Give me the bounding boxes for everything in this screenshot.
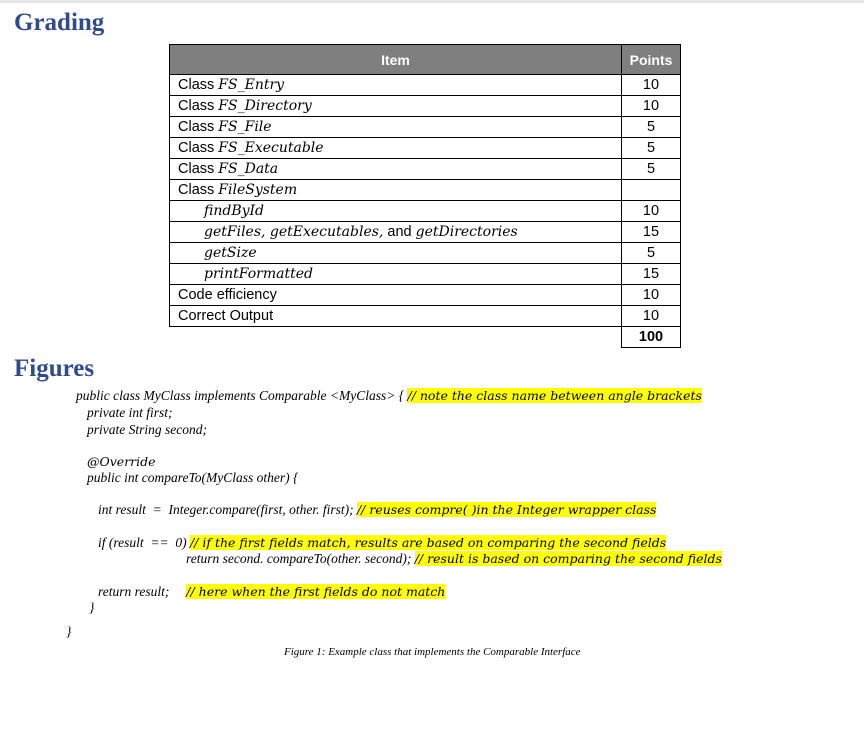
class-name: FS_Directory	[218, 98, 312, 114]
code-comment-highlight: // here when the first fields do not match	[186, 584, 446, 599]
code-text: return second. compareTo(other. second);	[186, 551, 415, 566]
code-text: public class MyClass implements Comparable <MyClass> {	[76, 388, 408, 403]
method-name: printFormatted	[204, 266, 313, 282]
total-blank-cell	[170, 327, 622, 348]
code-line-field-first: private int first;	[87, 405, 173, 420]
table-row	[170, 180, 681, 201]
class-name: FS_Data	[218, 161, 279, 177]
class-name: FS_Executable	[218, 140, 324, 156]
table-row	[170, 138, 681, 159]
code-text: return result;	[98, 584, 187, 599]
grading-heading: Grading	[14, 9, 105, 36]
item-prefix: Class	[178, 98, 219, 114]
table-row	[170, 222, 681, 243]
method-name: getDirectories	[415, 224, 518, 240]
class-name: FS_Entry	[218, 77, 285, 93]
item-cell	[170, 222, 622, 243]
points-cell	[622, 180, 681, 201]
method-name: findById	[204, 203, 265, 219]
item-cell: Correct Output	[170, 306, 622, 327]
code-line-class-close: }	[66, 624, 72, 639]
points-cell: 10	[622, 201, 681, 222]
code-comment-highlight: // result is based on comparing the second fields	[414, 551, 722, 566]
code-line-if-statement	[98, 535, 666, 551]
item-cell: Code efficiency	[170, 285, 622, 306]
table-row	[170, 264, 681, 285]
item-cell	[170, 180, 622, 201]
item-cell	[170, 243, 622, 264]
points-cell: 15	[622, 264, 681, 285]
code-text: if (result == 0)	[98, 535, 190, 550]
code-text: int result = Integer.compare(first, other. first);	[98, 502, 357, 517]
points-cell: 5	[622, 243, 681, 264]
item-prefix: Class	[178, 77, 219, 93]
item-cell	[170, 117, 622, 138]
method-name: getSize	[204, 245, 257, 261]
code-line-method-close: }	[89, 600, 95, 615]
table-row	[170, 96, 681, 117]
table-row	[170, 243, 681, 264]
total-row	[170, 327, 681, 348]
figures-heading: Figures	[14, 355, 95, 382]
table-row	[170, 159, 681, 180]
item-prefix: Class	[178, 119, 219, 135]
table-row	[170, 201, 681, 222]
item-cell	[170, 201, 622, 222]
points-cell: 10	[622, 96, 681, 117]
table-row	[170, 285, 681, 306]
code-comment-highlight: // if the first fields match, results are based on comparing the second fields	[189, 535, 667, 550]
item-prefix: Class	[178, 182, 219, 198]
item-connector: and	[383, 224, 416, 240]
table-row	[170, 306, 681, 327]
code-line-method-signature	[87, 470, 298, 486]
grading-table	[169, 44, 681, 348]
points-cell: 5	[622, 138, 681, 159]
top-border	[0, 0, 864, 3]
item-cell	[170, 159, 622, 180]
code-line-class-declaration	[76, 388, 702, 404]
code-line-result-assignment	[98, 502, 656, 518]
item-cell	[170, 264, 622, 285]
code-line-return-second	[186, 551, 722, 567]
item-cell	[170, 138, 622, 159]
column-header-points: Points	[622, 45, 681, 75]
column-header-item: Item	[170, 45, 622, 75]
points-cell: 5	[622, 159, 681, 180]
points-cell: 15	[622, 222, 681, 243]
points-cell: 5	[622, 117, 681, 138]
code-line-override: @Override	[87, 454, 156, 469]
points-cell: 10	[622, 75, 681, 96]
table-row	[170, 117, 681, 138]
table-row	[170, 75, 681, 96]
code-line-return-result	[98, 584, 445, 600]
item-cell	[170, 96, 622, 117]
points-cell: 10	[622, 285, 681, 306]
code-text: public int compareTo(MyClass other) {	[87, 470, 299, 485]
table-header-row	[170, 45, 681, 75]
code-comment-highlight: // reuses compre( )in the Integer wrapper class	[356, 502, 657, 517]
class-name: FileSystem	[218, 182, 298, 198]
code-comment-highlight: // note the class name between angle brackets	[407, 388, 702, 403]
item-prefix: Class	[178, 140, 219, 156]
class-name: FS_File	[218, 119, 272, 135]
figure-caption: Figure 1: Example class that implements the Comparable Interface	[284, 646, 581, 658]
method-name: getFiles, getExecutables,	[204, 224, 384, 240]
item-prefix: Class	[178, 161, 219, 177]
item-cell	[170, 75, 622, 96]
code-line-field-second: private String second;	[87, 422, 207, 437]
total-points-cell: 100	[622, 327, 681, 348]
points-cell: 10	[622, 306, 681, 327]
